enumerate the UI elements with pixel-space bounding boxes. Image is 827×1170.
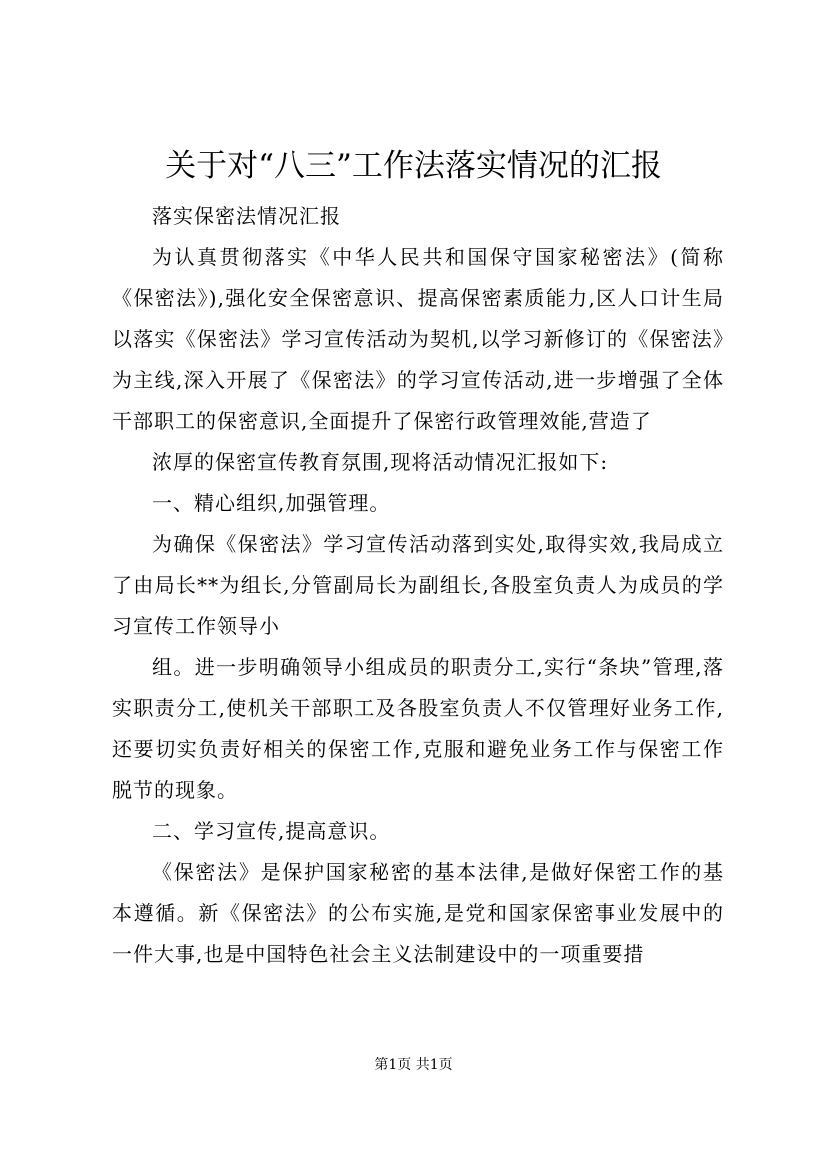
paragraph-intro-continued: 浓厚的保密宣传教育氛围,现将活动情况汇报如下: — [152, 450, 609, 474]
paragraph-organization-continued: 组。进一步明确领导小组成员的职责分工,实行“条块”管理,落实职责分工,使机关干部职工及各股室负责人不仅管理好业务工作,还要切实负责好相关的保密工作,克服和避免业务工作与保密工作脱节的现象。 — [112, 655, 724, 802]
page-footer: 第1页 共1页 — [374, 1057, 453, 1073]
section-heading-2: 二、学习宣传,提高意识。 — [152, 819, 391, 843]
document-title: 关于对“八三”工作法落实情况的汇报 — [165, 148, 662, 184]
section-heading-1: 一、精心组织,加强管理。 — [152, 491, 391, 515]
paragraph-intro: 为认真贯彻落实《中华人民共和国保守国家秘密法》(简称《保密法》),强化安全保密意识、提高保密素质能力,区人口计生局以落实《保密法》学习宣传活动为契机,以学习新修订的《保密法》为主线,深入开展了《保密法》的学习宣传活动,进一步增强了全体干部职工的保密意识,全面提升了保密行政管理效能,营造了 — [112, 245, 724, 433]
paragraph-propaganda: 《保密法》是保护国家秘密的基本法律,是做好保密工作的基本遵循。新《保密法》的公布实施,是党和国家保密事业发展中的一件大事,也是中国特色社会主义法制建设中的一项重要措 — [112, 860, 724, 966]
paragraph-subtitle: 落实保密法情况汇报 — [152, 204, 341, 228]
paragraph-organization: 为确保《保密法》学习宣传活动落到实处,取得实效,我局成立了由局长**为组长,分管副局长为副组长,各股室负责人为成员的学习宣传工作领导小 — [112, 532, 724, 638]
document-body — [112, 196, 724, 975]
